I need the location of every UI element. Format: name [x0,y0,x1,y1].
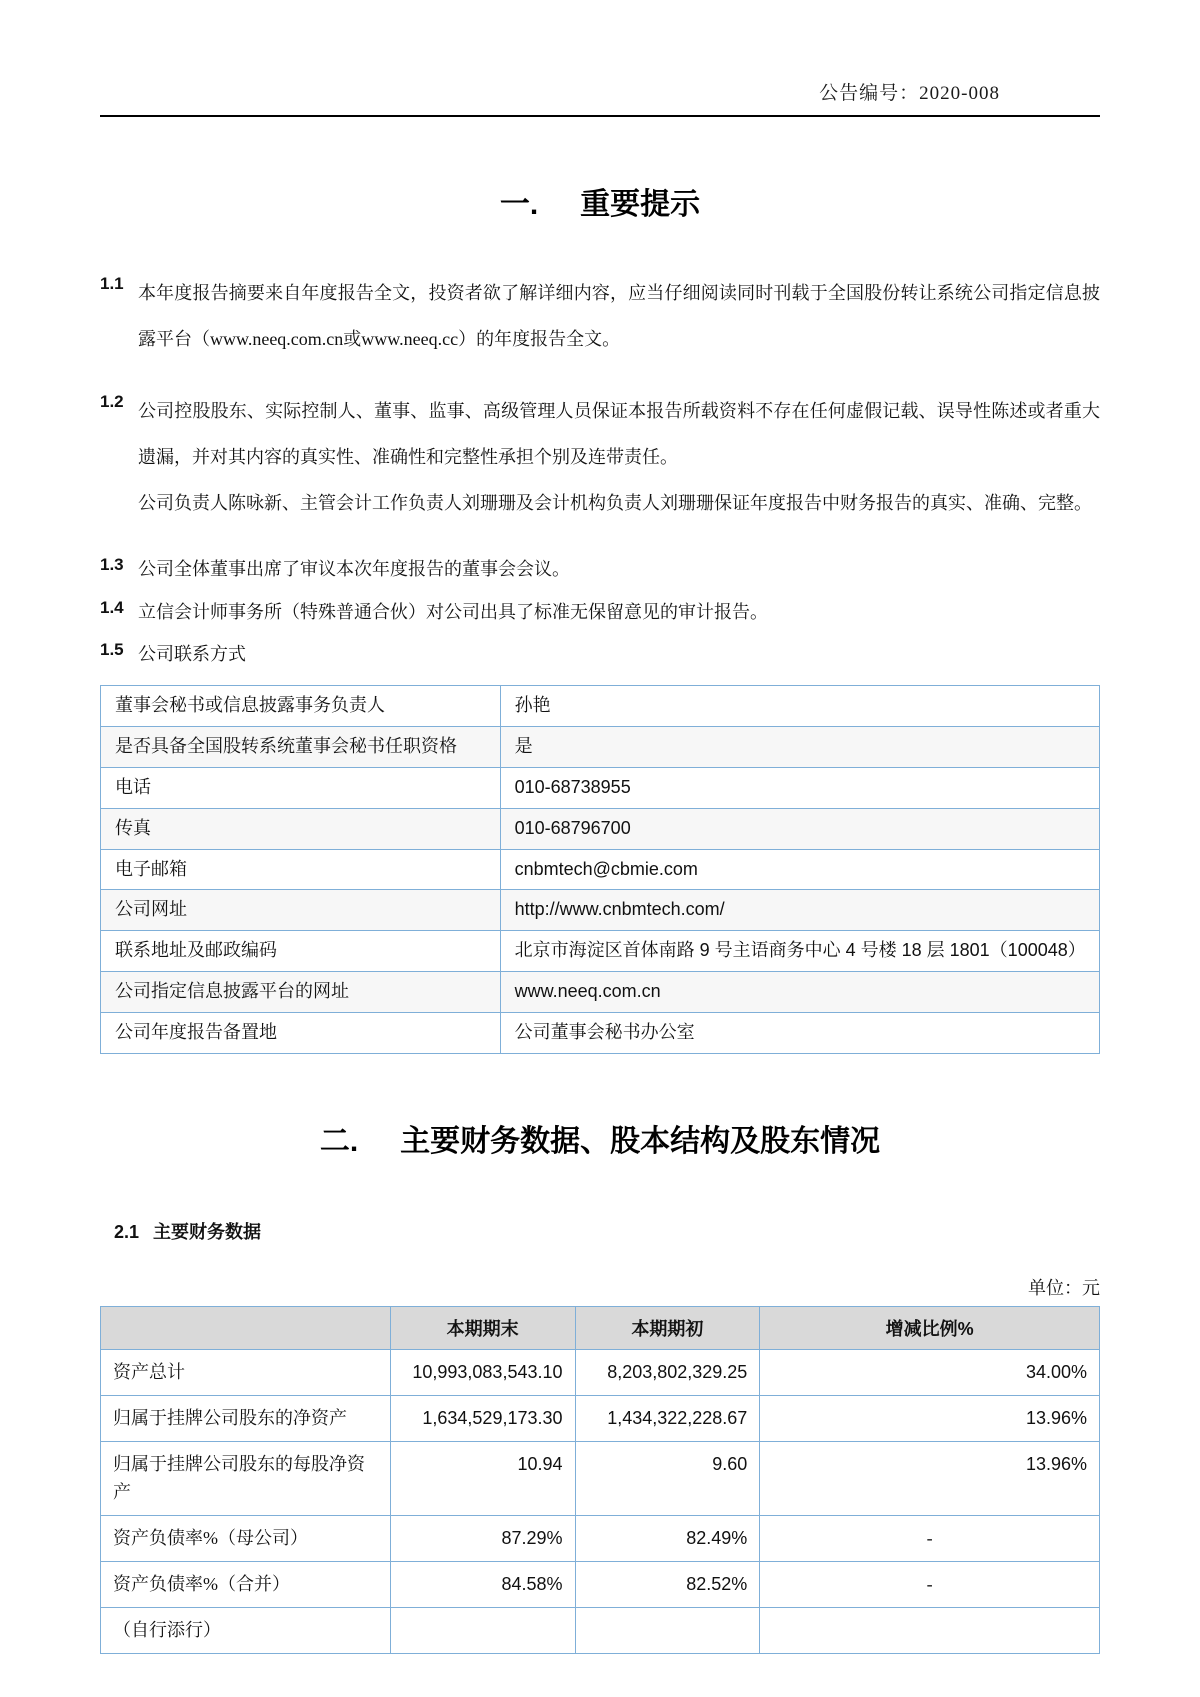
contact-value: 010-68738955 [500,767,1099,808]
contact-label: 公司年度报告备置地 [101,1013,501,1054]
paragraph-text: 立信会计师事务所（特殊普通合伙）对公司出具了标准无保留意见的审计报告。 [138,601,768,622]
metric-label: 资产负债率%（母公司） [101,1516,391,1562]
contact-value: 是 [500,726,1099,767]
period-end-value: 84.58% [390,1562,575,1608]
paragraph-1-5 [100,637,1100,671]
paragraph-number: 1.1 [100,274,124,293]
financial-header-row [101,1307,1100,1350]
table-row [101,890,1100,931]
change-value [760,1607,1100,1653]
period-end-value: 1,634,529,173.30 [390,1395,575,1441]
table-row [101,1395,1100,1441]
paragraph-text [138,389,1100,527]
change-value: 13.96% [760,1395,1100,1441]
header-divider [100,115,1100,117]
contact-value: 北京市海淀区首体南路 9 号主语商务中心 4 号楼 18 层 1801（100048） [500,931,1099,972]
paragraph-number: 1.3 [100,555,124,575]
paragraph-text-part1: 公司控股股东、实际控制人、董事、监事、高级管理人员保证本报告所载资料不存在任何虚假记载、误导性陈述或者重大遗漏，并对其内容的真实性、准确性和完整性承担个别及连带责任。 [138,400,1100,467]
contact-value: 孙艳 [500,686,1099,727]
subsection-2-1-heading [114,1218,1100,1244]
metric-label: 资产负债率%（合并） [101,1562,391,1608]
table-row [101,972,1100,1013]
contact-label: 公司网址 [101,890,501,931]
metric-label: （自行添行） [101,1607,391,1653]
contact-label: 电话 [101,767,501,808]
period-end-value: 87.29% [390,1516,575,1562]
paragraph-text-part2: 公司负责人陈咏新、主管会计工作负责人刘珊珊及会计机构负责人刘珊珊保证年度报告中财务报告的真实、准确、完整。 [138,492,1092,513]
section-1-title-text: 重要提示 [580,188,701,221]
table-row [101,1607,1100,1653]
contact-label: 传真 [101,808,501,849]
contact-value: cnbmtech@cbmie.com [500,849,1099,890]
header-metric [101,1307,391,1350]
paragraph-number: 1.4 [100,597,124,617]
table-row [101,686,1100,727]
table-row [101,767,1100,808]
table-row [101,849,1100,890]
subsection-title-text: 主要财务数据 [153,1222,262,1243]
section-2-title-text: 主要财务数据、股本结构及股东情况 [400,1125,881,1159]
period-begin-value: 82.52% [575,1562,760,1608]
period-end-value [390,1607,575,1653]
period-begin-value: 9.60 [575,1441,760,1516]
metric-label: 归属于挂牌公司股东的每股净资产 [101,1441,391,1516]
contact-label: 是否具备全国股转系统董事会秘书任职资格 [101,726,501,767]
unit-label: 单位：元 [1028,1278,1100,1299]
table-row [101,726,1100,767]
contact-value: 010-68796700 [500,808,1099,849]
contact-label: 公司指定信息披露平台的网址 [101,972,501,1013]
paragraph-1-3 [100,552,1100,586]
contact-label: 联系地址及邮政编码 [101,931,501,972]
metric-label: 归属于挂牌公司股东的净资产 [101,1395,391,1441]
table-row [101,1441,1100,1516]
contact-value: www.neeq.com.cn [500,972,1099,1013]
contact-table [100,685,1100,1054]
table-row [101,931,1100,972]
subsection-number: 2.1 [114,1222,140,1243]
period-begin-value: 82.49% [575,1516,760,1562]
header-change-ratio: 增减比例% [760,1307,1100,1350]
contact-value: 公司董事会秘书办公室 [500,1013,1099,1054]
paragraph-1-1 [100,271,1100,363]
contact-label: 董事会秘书或信息披露事务负责人 [101,686,501,727]
period-end-value: 10,993,083,543.10 [390,1350,575,1396]
section-1-number: 一. [499,188,539,221]
table-row [101,1350,1100,1396]
paragraph-number: 1.2 [100,391,124,411]
paragraph-text: 公司联系方式 [138,643,246,664]
metric-label: 资产总计 [101,1350,391,1396]
paragraph-text: 本年度报告摘要来自年度报告全文，投资者欲了解详细内容，应当仔细阅读同时刊载于全国股份转让系统公司指定信息披露平台（www.neeq.com.cn或www.neeq.cc）的年度报告全文。 [138,283,1100,349]
section-1-title [100,179,1100,223]
paragraph-number: 1.5 [100,639,124,659]
paragraph-1-4 [100,595,1100,629]
change-value: - [760,1516,1100,1562]
section-2-number: 二. [319,1125,359,1159]
section-1-body [100,271,1100,671]
paragraph-1-2 [100,389,1100,527]
contact-value: http://www.cnbmtech.com/ [500,890,1099,931]
notice-number: 公告编号：2020-008 [819,83,1000,104]
period-begin-value: 8,203,802,329.25 [575,1350,760,1396]
change-value: - [760,1562,1100,1608]
section-2-title [100,1116,1100,1160]
financial-table [100,1306,1100,1654]
header-period-end: 本期期末 [390,1307,575,1350]
table-row [101,1516,1100,1562]
table-row [101,808,1100,849]
table-row [101,1013,1100,1054]
period-begin-value [575,1607,760,1653]
change-value: 34.00% [760,1350,1100,1396]
contact-label: 电子邮箱 [101,849,501,890]
header-period-begin: 本期期初 [575,1307,760,1350]
change-value: 13.96% [760,1441,1100,1516]
paragraph-text: 公司全体董事出席了审议本次年度报告的董事会会议。 [138,559,570,580]
table-row [101,1562,1100,1608]
period-end-value: 10.94 [390,1441,575,1516]
period-begin-value: 1,434,322,228.67 [575,1395,760,1441]
